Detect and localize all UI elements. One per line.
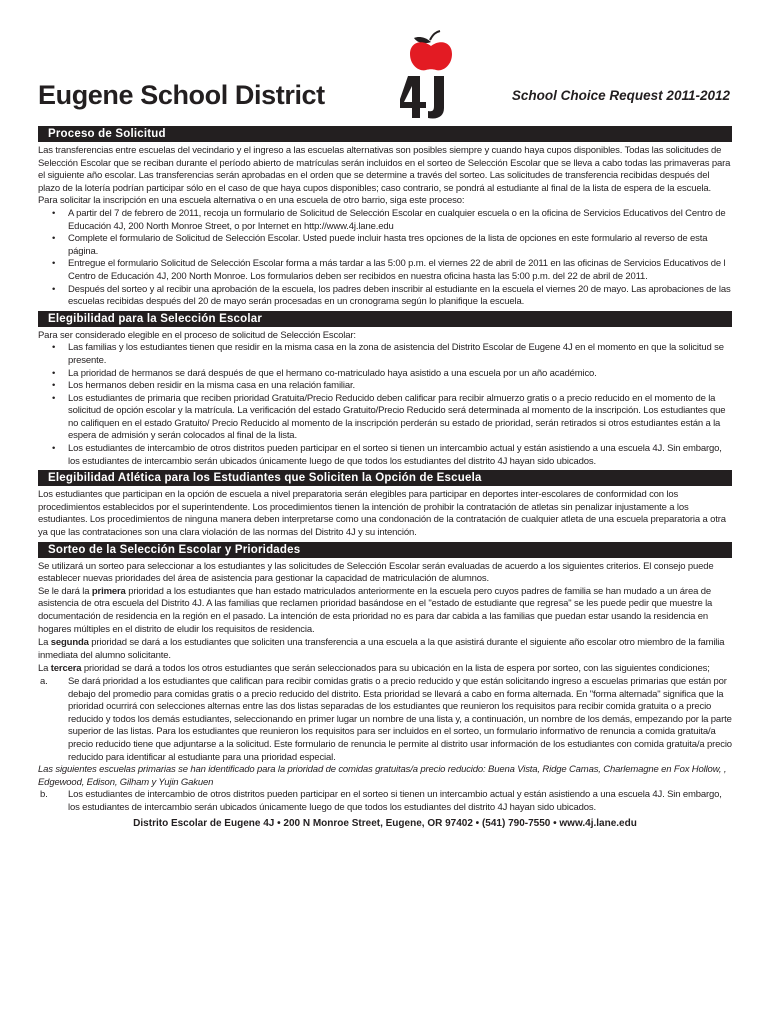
list-item: • Después del sorteo y al recibir una aprobación de la escuela, los padres deben inscribir al estudiante en la escuela el viernes 20 de mayo. Las aprobaciones de las escuelas recibidas después del 20 de mayo serán procesadas en un cronograma según lo planifique la escuela.	[52, 284, 732, 309]
list-item: • Las familias y los estudiantes tienen que residir en la misma casa en la zona de asistencia del Distrito Escolar de Eugene 4J en el momento en que la solicitud se presente.	[52, 342, 732, 367]
section-heading-atletica: Elegibilidad Atlética para los Estudiantes que Soliciten la Opción de Escuela	[38, 470, 732, 486]
list-marker: a.	[40, 675, 48, 687]
condition-text: Se dará prioridad a los estudiantes que califican para recibir comidas gratis o a precio reducido y que están solicitando ingreso a escuelas primarias que están por debajo del promedio para comidas gratis o a precio reducido del distrito. Esta prioridad se llevará a cabo en forma alternada. En "forma alternada" significa que la prioridad ocurrirá con selecciones alternas entre las dos listas separadas de los estudiantes que reunieron los requisitos para recibir comida gratuita o a precio reducido y todos los demás estudiantes, seleccionando en primer lugar un nombre de una lista y, a continuación, un nombre de los demás, empezando por la parte superior de las listas. Para los estudiantes que reunieron los requisitos para ser incluidos en el sorteo, un formulario informativo de renuncia a comida gratuita/a precio reducido tiene que adjuntarse a la solicitud. Este formulario de renuncia le permite al distrito usar información de los estudiantes con comida gratuita/a precio reducido para identificar al estudiante para una prioridad especial.	[68, 675, 732, 763]
list-item: • Entregue el formulario Solicitud de Selección Escolar forma a más tardar a las 5:00 p.m. el viernes 22 de abril de 2011 en las oficinas de Servicios Educativos de l Centro de Educación 4J, 200 North Monroe. Los formularios deben ser recibidos en nuestra oficina hasta las 5:00 p.m. del 22 de abril de 2011.	[52, 258, 732, 283]
proceso-intro: Las transferencias entre escuelas del vecindario y el ingreso a las escuelas alternativas son posibles siempre y cuando haya cupos disponibles. Todas las solicitudes de Selección Escolar que se reciban durante el período abierto de matrículas serán incluidos en el sorteo de Selección Escolar que se lleva a cabo todas las primaveras para el siguiente año escolar. Las transferencias serán aprobadas en el orden que se determine a través del sorteo. Las solicitudes de transferencia recibidas después del plazo de la lotería podrían participar sólo en el caso de que haya cupos disponibles; caso contrario, se pondrá al estudiante al final de la lista de espera de la escuela.	[38, 145, 731, 194]
priority-third-keyword: tercera	[50, 663, 82, 675]
list-item: • Complete el formulario de Solicitud de Selección Escolar. Usted puede incluir hasta tres opciones de la lista de opciones en este formulario al reverso de esta página.	[52, 233, 732, 258]
condition-a	[40, 676, 732, 764]
text-run: La	[38, 663, 51, 675]
condition-b	[40, 789, 732, 814]
text-run: prioridad se dará a los estudiantes que soliciten una transferencia a una escuela a la que asistirá durante el siguiente año escolar otro miembro de la familia inmediata del alumno solicitante.	[38, 637, 725, 661]
priority-first	[38, 586, 732, 636]
text-run: La	[38, 637, 51, 649]
schools-note: Las siguientes escuelas primarias se han identificado para la prioridad de comidas gratuitas/a precio reducido: Buena Vista, Ridge Camas, Charlemagne en Fox Hollow, , Edgewood, Edison, Gilham y Yujin Gakuen	[38, 764, 727, 788]
list-item: • A partir del 7 de febrero de 2011, recoja un formulario de Solicitud de Selección Escolar en cualquier escuela o en la oficina de Servicios Educativos del Centro de Educación 4J, 200 North Monroe Street, o por Internet en http://www.4j.lane.edu	[52, 208, 732, 233]
list-item: • Los hermanos deben residir en la misma casa en una relación familiar.	[52, 380, 732, 393]
list-item: • Los estudiantes de intercambio de otros distritos pueden participar en el sorteo si tienen un intercambio actual y están asistiendo a una escuela 4J. Sin embargo, los estudiantes de intercambio serán ubicados únicamente luego de que todos los estudiantes del distrito 4J hayan sido ubicados.	[52, 443, 732, 468]
condition-text: Los estudiantes de intercambio de otros distritos pueden participar en el sorteo si tienen un intercambio actual y están asistiendo a una escuela 4J. Sin embargo, los estudiantes de intercambio serán ubicados únicamente luego de que todos los estudiantes del distrito 4J hayan sido ubicados.	[68, 789, 722, 813]
list-marker: b.	[40, 789, 48, 801]
apple-4j-logo-icon	[400, 30, 462, 120]
text-run: prioridad a los estudiantes que han estado matriculados anteriormente en la escuela pero cuyos padres de familia se han mudado a un área de asistencia de otra escuela del Distrito 4J. A las familias que reclamen prioridad basándose en el "estado de estudiante que regresa" se les puede pedir que muestre la documentación de residencia en la región en el pasado. La intención de esta prioridad no es para dar cabida a las familias que puedan estar usando la residencia en hogares múltiples en el distrito de eludir los requisitos de residencia.	[38, 585, 713, 635]
footer-contact: Distrito Escolar de Eugene 4J • 200 N Monroe Street, Eugene, OR 97402 • (541) 790-7550 • www.4j.lane.edu	[133, 817, 637, 829]
text-run: prioridad se dará a todos los otros estudiantes que serán seleccionados para su ubicación en la lista de espera por sorteo, con las siguientes condiciones;	[81, 663, 710, 675]
list-item: • Los estudiantes de primaria que reciben prioridad Gratuita/Precio Reducido deben calificar para recibir almuerzo gratis o a precio reducido en el momento de la solicitud de opción escolar y la matrícula. La verificación del estado Gratuito/Precio Reducido será determinada al momento de la inscripción. Los estudiantes que no califiquen en el estado Gratuito/ Precio Reducido al momento de la inscripción perderán su estado de prioridad, serán retirados si otros estudiantes están a la espera de admisión y serán colocados al final de la lista.	[52, 393, 732, 443]
priority-first-keyword: primera	[91, 585, 126, 597]
section-heading-sorteo: Sorteo de la Selección Escolar y Prioridades	[38, 542, 732, 558]
sorteo-intro: Se utilizará un sorteo para seleccionar a los estudiantes y las solicitudes de Selección Escolar serán evaluadas de acuerdo a los siguientes criterios. El consejo puede establecer nuevas prioridades del área de asistencia para gestionar la capacidad de matriculación de alumnos.	[38, 560, 714, 585]
document-header	[38, 28, 732, 124]
district-name: Eugene School District	[38, 80, 325, 110]
priority-third	[38, 663, 732, 676]
section-heading-proceso: Proceso de Solicitud	[38, 126, 732, 142]
proceso-steps	[38, 208, 732, 309]
document-title: School Choice Request 2011-2012	[511, 88, 730, 103]
priority-second	[38, 637, 732, 662]
text-run: Se le dará la	[38, 585, 92, 597]
proceso-lead: Para solicitar la inscripción en una escuela alternativa o en una escuela de otro barrio, siga este proceso:	[38, 195, 465, 207]
list-item: • La prioridad de hermanos se dará después de que el hermano co-matriculado haya asistido a una escuela por un año académico.	[52, 368, 732, 381]
elegibilidad-lead: Para ser considerado elegible en el proceso de solicitud de Selección Escolar:	[38, 329, 356, 341]
conditions-list-b	[38, 789, 732, 814]
section-heading-elegibilidad: Elegibilidad para la Selección Escolar	[38, 311, 732, 327]
priority-second-keyword: segunda	[50, 637, 89, 649]
atletica-text: Los estudiantes que participan en la opción de escuela a nivel preparatoria serán elegibles para participar en deportes inter-escolares de conformidad con los procedimientos establecidos por el superintendente. Los procedimientos tienen la intención de prohibir la contratación de atletas sin penalizar injustamente a los estudiantes. Los procedimientos de ninguna manera deben interpretarse como una condonación de la contratación de cualquier atleta de una escuela preparatoria a otra ya que las contrataciones son una clara violación de las normas del Distrito 4J y su intención.	[38, 489, 726, 539]
conditions-list	[38, 676, 732, 764]
document-page	[38, 28, 732, 830]
elegibilidad-list	[38, 342, 732, 468]
